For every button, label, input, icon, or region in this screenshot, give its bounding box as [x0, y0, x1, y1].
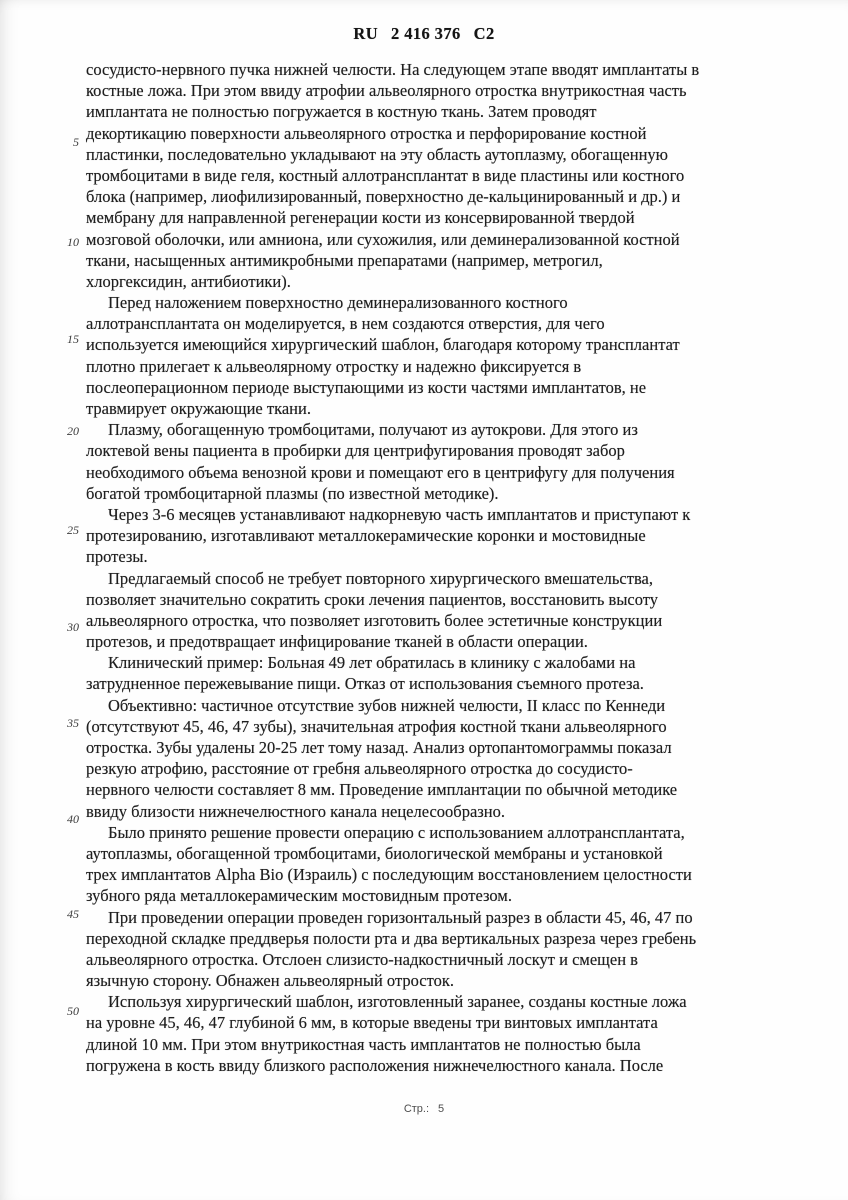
text-line: плотно прилегает к альвеолярному отростку и надежно фиксируется в [86, 356, 582, 376]
text-line: блока (например, лиофилизированный, поверхностно де-кальцинированный и др.) и [86, 187, 681, 207]
page-header [0, 24, 848, 44]
text-line: протезированию, изготавливают металлокерамические коронки и мостовидные [86, 526, 646, 546]
text-line: Через 3-6 месяцев устанавливают надкорневую часть имплантатов и приступают к [108, 504, 691, 524]
text-line: При проведении операции проведен горизонтальный разрез в области 45, 46, 47 по [108, 907, 693, 927]
kind-code: C2 [473, 24, 495, 43]
text-line: Клинический пример: Больная 49 лет обратилась в клинику с жалобами на [108, 653, 636, 673]
text-line: нервного челюсти составляет 8 мм. Проведение имплантации по обычной методике [86, 780, 678, 800]
text-line: длиной 10 мм. При этом внутрикостная часть имплантатов не полностью была [86, 1034, 641, 1054]
text-line: декортикацию поверхности альвеолярного отростка и перфорирование костной [86, 123, 647, 143]
text-line: Было принято решение провести операцию с использованием аллотрансплантата, [108, 822, 685, 842]
text-line: на уровне 45, 46, 47 глубиной 6 мм, в которые введены три винтовых имплантата [86, 1013, 658, 1033]
line-number: 15 [67, 332, 79, 346]
text-line: сосудисто-нервного пучка нижней челюсти. На следующем этапе вводят имплантаты в [86, 60, 700, 79]
line-number: 35 [67, 716, 79, 730]
text-line: Объективно: частичное отсутствие зубов нижней челюсти, II класс по Кеннеди [108, 695, 666, 715]
text-line: мембрану для направленной регенерации кости из консервированной твердой [86, 208, 635, 228]
text-line: ткани, насыщенных антимикробными препаратами (например, метрогил, [86, 250, 603, 270]
line-number: 5 [73, 135, 79, 149]
text-line: пластинки, последовательно укладывают на эту область аутоплазму, обогащенную [86, 144, 668, 164]
line-number: 40 [67, 812, 79, 826]
text-line: протезов, и предотвращает инфицирование тканей в области операции. [86, 632, 588, 652]
text-line: Плазму, обогащенную тромбоцитами, получают из аутокрови. Для этого из [108, 420, 638, 440]
text-line: ввиду близости нижнечелюстного канала нецелесообразно. [86, 801, 505, 821]
document-body [86, 59, 791, 1076]
text-line: хлоргексидин, антибиотики). [86, 271, 291, 291]
text-line: Предлагаемый способ не требует повторного хирургического вмешательства, [108, 568, 653, 588]
text-line: альвеолярного отростка. Отслоен слизисто-надкостничный лоскут и смещен в [86, 949, 638, 969]
line-number: 10 [67, 235, 79, 249]
text-line: мозговой оболочки, или амниона, или сухожилия, или деминерализованной костной [86, 229, 680, 249]
page-number: 5 [438, 1103, 445, 1115]
country-code: RU [353, 24, 379, 43]
text-line: трех имплантатов Alpha Bio (Израиль) с последующим восстановлением целостности [86, 865, 692, 885]
line-number: 25 [67, 523, 79, 537]
text-line: резкую атрофию, расстояние от гребня альвеолярного отростка до сосудисто- [86, 759, 633, 779]
line-number: 50 [67, 1004, 79, 1018]
text-line: костные ложа. При этом ввиду атрофии альвеолярного отростка внутрикостная часть [86, 81, 687, 101]
line-number: 30 [67, 620, 79, 634]
text-line: протезы. [86, 547, 148, 567]
text-line: послеоперационном периоде выступающими из кости частями имплантатов, не [86, 377, 647, 397]
line-number: 45 [67, 907, 79, 921]
text-line: используется имеющийся хирургический шаблон, благодаря которому трансплантат [86, 335, 680, 355]
text-line: локтевой вены пациента в пробирки для центрифугирования проводят забор [86, 441, 625, 461]
text-line: альвеолярного отростка, что позволяет изготовить более эстетичные конструкции [86, 610, 663, 630]
text-line: аутоплазмы, обогащенной тромбоцитами, биологической мембраны и установкой [86, 843, 663, 863]
text-line: язычную сторону. Обнажен альвеолярный отросток. [86, 971, 454, 991]
text-line: погружена в кость ввиду близкого расположения нижнечелюстного канала. После [86, 1055, 664, 1075]
text-line: травмирует окружающие ткани. [86, 399, 311, 418]
text-line: необходимого объема венозной крови и помещают его в центрифугу для получения [86, 462, 675, 482]
text-line: позволяет значительно сократить сроки лечения пациентов, восстановить высоту [86, 589, 659, 609]
page-label: Стр.: [403, 1103, 430, 1115]
text-line: Используя хирургический шаблон, изготовленный заранее, созданы костные ложа [108, 992, 687, 1012]
line-number: 20 [67, 424, 79, 438]
publication-number: 2 416 376 [391, 24, 461, 43]
page-footer [0, 1103, 848, 1115]
text-line: отростка. Зубы удалены 20-25 лет тому назад. Анализ ортопантомограммы показал [86, 738, 672, 757]
text-line: Перед наложением поверхностно деминерализованного костного [108, 293, 568, 313]
text-line: переходной складке преддверья полости рта и два вертикальных разреза через гребень [86, 928, 697, 948]
text-line: тромбоцитами в виде геля, костный аллотрансплантат в виде пластины или костного [86, 165, 685, 185]
text-line: зубного ряда металлокерамическим мостовидным протезом. [86, 886, 512, 906]
text-line: (отсутствуют 45, 46, 47 зубы), значительная атрофия костной ткани альвеолярного [86, 716, 667, 736]
text-line: имплантата не полностью погружается в костную ткань. Затем проводят [86, 102, 597, 122]
text-line: аллотрансплантата он моделируется, в нем создаются отверстия, для чего [86, 314, 605, 334]
text-line: затрудненное пережевывание пищи. Отказ от использования съемного протеза. [86, 674, 644, 694]
line-number-column [0, 0, 79, 1200]
text-line: богатой тромбоцитарной плазмы (по известной методике). [86, 483, 499, 503]
